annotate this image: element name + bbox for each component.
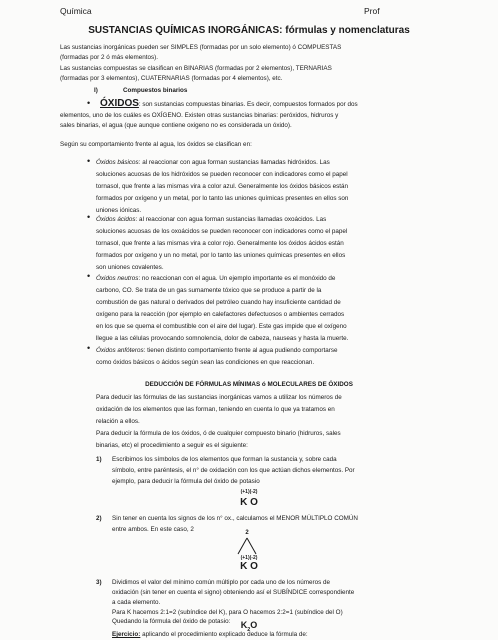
section2-para: relación a ellos. bbox=[96, 418, 140, 425]
section2-para: Para deducir la fórmula de los óxidos, ó de cualquier compuesto binario (hidruros, sales bbox=[96, 430, 341, 437]
intro-line: Las sustancias inorgánicas pueden ser SIMPLES (formadas por un solo elemento) ó COMPUESTAS bbox=[60, 44, 342, 51]
type-line: soluciones acuosas de los hidróxidos se pueden reconocer con indicadores como el papel bbox=[96, 171, 348, 178]
type-line: Óxidos anfóteros: tienen distinto comportamiento frente al agua pudiendo comportarse bbox=[96, 347, 338, 354]
type-line: formados por oxígeno y un no metal, por lo tanto las uniones químicas presentes en ellos bbox=[96, 252, 346, 259]
classification-intro: Según su comportamiento frente al agua, los óxidos se clasifican en: bbox=[60, 141, 252, 148]
step-line: ejemplo, para deducir la fórmula del óxido de potasio bbox=[112, 478, 260, 485]
type-line: llegue a las células provocando somnolencia, dolor de cabeza, nauseas y hasta la muerte. bbox=[96, 335, 349, 342]
step-line: Sin tener en cuenta los signos de los n° ox., calculamos el MENOR MÚLTIPLO COMÚN bbox=[112, 515, 358, 522]
exercise-line bbox=[112, 630, 308, 640]
oxidos-line: elementos, uno de los cuáles es OXÍGENO. Existen otras sustancias binarias: peróxidos, hidruros y bbox=[60, 112, 339, 119]
step-number: 3) bbox=[96, 579, 102, 586]
oxidos-line: sales binarias, el agua (que aunque contiene oxigeno no es considerada un óxido). bbox=[60, 122, 292, 129]
lcm-value: 2 bbox=[245, 530, 249, 536]
type-line: Óxidos básicos: al reaccionar con agua forman sustancias llamadas hidróxidos. Las bbox=[96, 159, 330, 166]
teacher-label: Prof bbox=[364, 6, 380, 16]
type-line: Óxidos ácidos: al reaccionar con agua forman sustancias llamadas oxoácidos. Las bbox=[96, 216, 327, 223]
formula-ko: K O bbox=[240, 497, 258, 508]
intro-line: (formadas por 2 ó más elementos). bbox=[60, 54, 158, 61]
type-term: Óxidos neutros bbox=[96, 275, 139, 282]
section2-para: binarias, etc) el procedimiento a seguir es el siguiente: bbox=[96, 442, 248, 449]
oxidos-text: : son sustancias compuestas binarias. Es decir, compuestos formados por dos bbox=[138, 101, 358, 108]
section2-para: oxidación de los elementos que las forman, teniendo en cuenta lo que ya tratamos en bbox=[96, 406, 335, 413]
step-line: entre ambos. En este caso, 2 bbox=[112, 526, 194, 533]
bullet-icon: • bbox=[87, 271, 91, 281]
type-line: tornasol, que frente a las mismas vira a color rojo. Generalmente los óxidos ácidos están bbox=[96, 240, 344, 247]
formula-k2o: $K_2O$ bbox=[240, 620, 258, 633]
step-line: oxidación (sin tener en cuenta el signo) obteniendo así el SUBÍNDICE correspondiente bbox=[112, 589, 355, 596]
type-line: en los que se quema el combustible con el aire del lugar). Este gas impide que el oxígeno bbox=[96, 323, 347, 330]
section-title: Compuestos binarios bbox=[123, 87, 188, 94]
subject-label: Química bbox=[60, 6, 92, 16]
type-term: Óxidos básicos bbox=[96, 159, 139, 166]
type-line: Óxidos neutros: no reaccionan con el agua. Un ejemplo importante es el monóxido de bbox=[96, 275, 336, 282]
bullet-icon: • bbox=[87, 156, 91, 166]
type-line: formados por oxígeno y un metal, por lo tanto las uniones químicas presentes en ellos son bbox=[96, 195, 349, 202]
step-number: 2) bbox=[96, 515, 102, 522]
bullet-icon: • bbox=[87, 98, 91, 108]
oxidation-numbers: (+1)(-2) bbox=[240, 555, 258, 561]
intro-line: Las sustancias compuestas se clasifican en BINARIAS (formadas por 2 elementos), TERNARIAS bbox=[60, 65, 332, 72]
bullet-icon: • bbox=[87, 212, 91, 222]
section2-title: DEDUCCIÓN DE FÓRMULAS MÍNIMAS ó MOLECULARES DE ÓXIDOS bbox=[145, 381, 353, 388]
step-line: a cada elemento. bbox=[112, 599, 161, 606]
step-line: Dividimos el valor del mínimo común múltiplo por cada uno de los números de bbox=[112, 579, 331, 586]
type-line: carbono, CO. Se trata de un gas sumamente tóxico que se produce a partir de la bbox=[96, 287, 322, 294]
step-line: Quedando la fórmula del óxido de potasio: bbox=[112, 618, 231, 625]
step-line: Escribimos los símbolos de los elementos que forman la sustancia y, sobre cada bbox=[112, 456, 337, 463]
type-line: son uniones covalentes. bbox=[96, 264, 164, 271]
step-number: 1) bbox=[96, 456, 102, 463]
page-title: SUSTANCIAS QUÍMICAS INORGÁNICAS: fórmulas y nomenclaturas bbox=[88, 25, 410, 36]
formula-ko: K O bbox=[240, 561, 258, 572]
intro-line: (formadas por 3 elementos), CUATERNARIAS (formadas por 4 elementos), etc. bbox=[60, 75, 283, 82]
exercise-text: aplicando el procedimiento explicado deduce la fórmula de: bbox=[142, 631, 308, 638]
type-line: como óxidos básicos o ácidos según sean las condiciones en que reaccionan. bbox=[96, 359, 315, 366]
type-term: Óxidos anfóteros bbox=[96, 347, 144, 354]
oxidos-term: ÓXIDOS bbox=[100, 98, 139, 109]
step-line: Para K hacemos 2:1=2 (subíndice del K), para O hacemos 2:2=1 (subíndice del O) bbox=[112, 609, 343, 616]
section-number: I) bbox=[94, 87, 98, 94]
page-header bbox=[60, 6, 478, 20]
bullet-icon: • bbox=[87, 343, 91, 353]
section2-para: Para deducir las fórmulas de las sustancias inorgánicas vamos a utilizar los números de bbox=[96, 394, 342, 401]
step-line: símbolo, entre paréntesis, el n° de oxidación con los que actúan dichos elementos. Por bbox=[112, 467, 355, 474]
oxidation-numbers: (+1)(-2) bbox=[240, 489, 258, 495]
type-term: Óxidos ácidos bbox=[96, 216, 136, 223]
type-line: uniones iónicas. bbox=[96, 207, 142, 214]
lcm-branch-icon bbox=[234, 537, 260, 555]
type-line: combustión de gas natural o derivados del petróleo cuando hay insuficiente cantidad de bbox=[96, 299, 341, 306]
type-line: oxígeno para la reacción (por ejemplo en calefactores defectuosos o ambientes cerrados bbox=[96, 311, 345, 318]
exercise-label: Ejercicio: bbox=[112, 631, 141, 638]
oxidos-line bbox=[100, 99, 358, 110]
type-line: tornasol, que frente a las mismas vira a color azul. Generalmente los óxidos básicos están bbox=[96, 183, 348, 190]
type-line: soluciones acuosas de los oxoácidos se pueden reconocer con indicadores como el papel bbox=[96, 228, 348, 235]
